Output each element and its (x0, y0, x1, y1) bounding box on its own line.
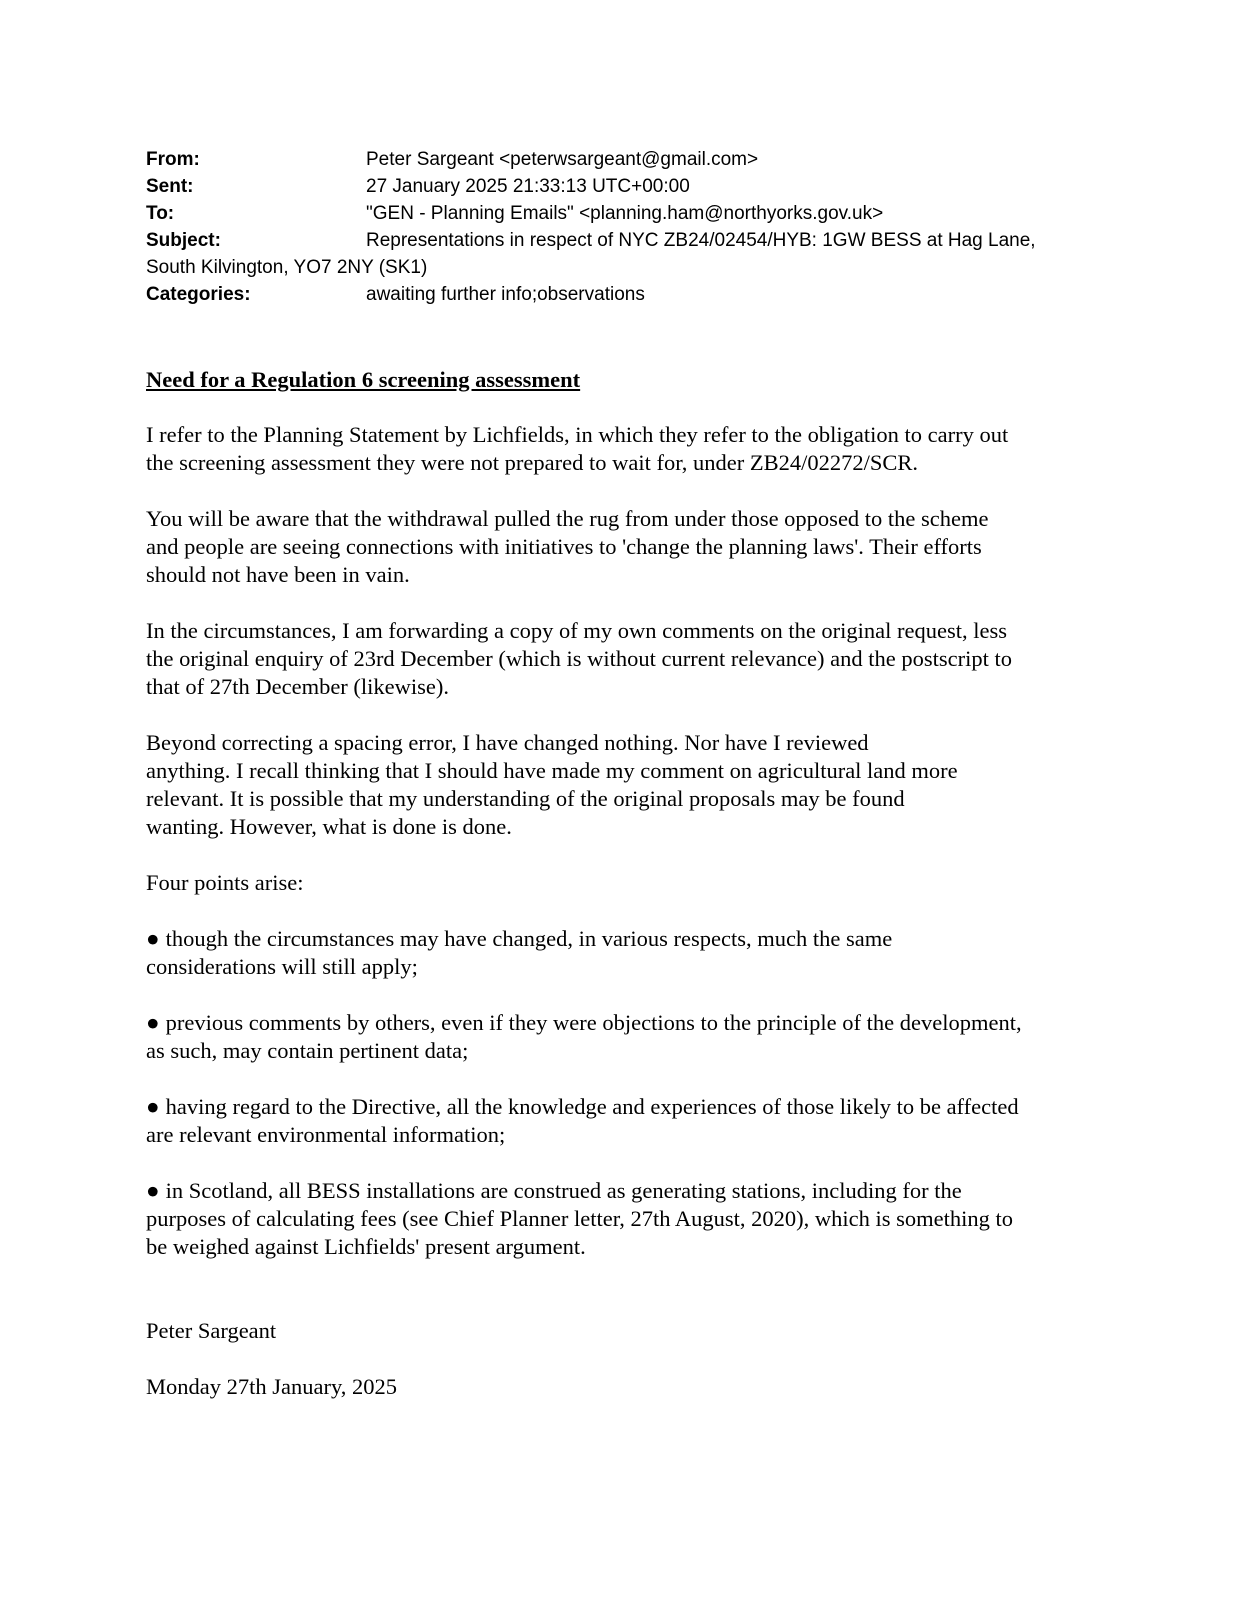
paragraph-line: the screening assessment they were not prepared to wait for, under ZB24/02272/SCR. (146, 450, 919, 475)
signature-date: Monday 27th January, 2025 (146, 1374, 398, 1399)
bullet-line: are relevant environmental information; (146, 1122, 506, 1147)
bullet-point-4 (146, 1177, 1106, 1261)
from-label: From: (146, 149, 200, 170)
bullet-line (146, 925, 1106, 953)
bullet-text: previous comments by others, even if they were objections to the principle of the development, (165, 1010, 1022, 1035)
paragraph-line: the original enquiry of 23rd December (which is without current relevance) and the postscript to (146, 646, 1012, 671)
paragraph-line: anything. I recall thinking that I should have made my comment on agricultural land more (146, 758, 958, 783)
sent-row (146, 173, 1096, 200)
paragraph-line: that of 27th December (likewise). (146, 674, 450, 699)
subject-value-line1: Representations in respect of NYC ZB24/02454/HYB: 1GW BESS at Hag Lane, (366, 230, 1036, 251)
paragraph-line: I refer to the Planning Statement by Lichfields, in which they refer to the obligation to carry out (146, 422, 1009, 447)
email-body (146, 366, 1106, 1429)
bullet-point-2 (146, 1009, 1106, 1065)
from-row (146, 146, 1096, 173)
to-label: To: (146, 203, 175, 224)
bullet-line (146, 1009, 1106, 1037)
bullet-line: considerations will still apply; (146, 954, 418, 979)
paragraph-2 (146, 505, 1106, 589)
sent-label: Sent: (146, 176, 194, 197)
paragraph-5 (146, 869, 1106, 897)
bullet-icon: ● (146, 926, 160, 951)
to-value: "GEN - Planning Emails" <planning.ham@northyorks.gov.uk> (366, 203, 884, 224)
bullet-line (146, 1093, 1106, 1121)
paragraph-line: should not have been in vain. (146, 562, 410, 587)
bullet-text: though the circumstances may have changed, in various respects, much the same (165, 926, 893, 951)
paragraph-line: You will be aware that the withdrawal pulled the rug from under those opposed to the scheme (146, 506, 989, 531)
bullet-text: having regard to the Directive, all the knowledge and experiences of those likely to be affected (165, 1094, 1019, 1119)
sent-value: 27 January 2025 21:33:13 UTC+00:00 (366, 176, 690, 197)
paragraph-line: wanting. However, what is done is done. (146, 814, 512, 839)
email-header (146, 146, 1096, 308)
bullet-text: in Scotland, all BESS installations are construed as generating stations, including for the (165, 1178, 962, 1203)
bullet-line: be weighed against Lichfields' present argument. (146, 1234, 586, 1259)
paragraph-line: and people are seeing connections with initiatives to 'change the planning laws'. Their efforts (146, 534, 982, 559)
paragraph-line: Four points arise: (146, 870, 304, 895)
paragraph-line: Beyond correcting a spacing error, I have changed nothing. Nor have I reviewed (146, 730, 869, 755)
paragraph-4 (146, 729, 1106, 841)
section-heading: Need for a Regulation 6 screening assessment (146, 367, 581, 392)
bullet-point-1 (146, 925, 1106, 981)
categories-label: Categories: (146, 284, 251, 305)
bullet-icon: ● (146, 1094, 160, 1119)
subject-label: Subject: (146, 230, 221, 251)
categories-value: awaiting further info;observations (366, 284, 645, 305)
bullet-point-3 (146, 1093, 1106, 1149)
paragraph-1 (146, 421, 1106, 477)
to-row (146, 200, 1096, 227)
bullet-line: as such, may contain pertinent data; (146, 1038, 469, 1063)
paragraph-line: In the circumstances, I am forwarding a copy of my own comments on the original request, less (146, 618, 1008, 643)
signature-name: Peter Sargeant (146, 1318, 277, 1343)
bullet-icon: ● (146, 1010, 160, 1035)
bullet-line (146, 1177, 1106, 1205)
subject-row (146, 227, 1096, 254)
bullet-line: purposes of calculating fees (see Chief Planner letter, 27th August, 2020), which is something to (146, 1206, 1014, 1231)
categories-row (146, 281, 1096, 308)
from-value: Peter Sargeant <peterwsargeant@gmail.com> (366, 149, 759, 170)
bullet-icon: ● (146, 1178, 160, 1203)
subject-value-line2: South Kilvington, YO7 2NY (SK1) (146, 257, 428, 278)
paragraph-3 (146, 617, 1106, 701)
paragraph-line: relevant. It is possible that my understanding of the original proposals may be found (146, 786, 905, 811)
